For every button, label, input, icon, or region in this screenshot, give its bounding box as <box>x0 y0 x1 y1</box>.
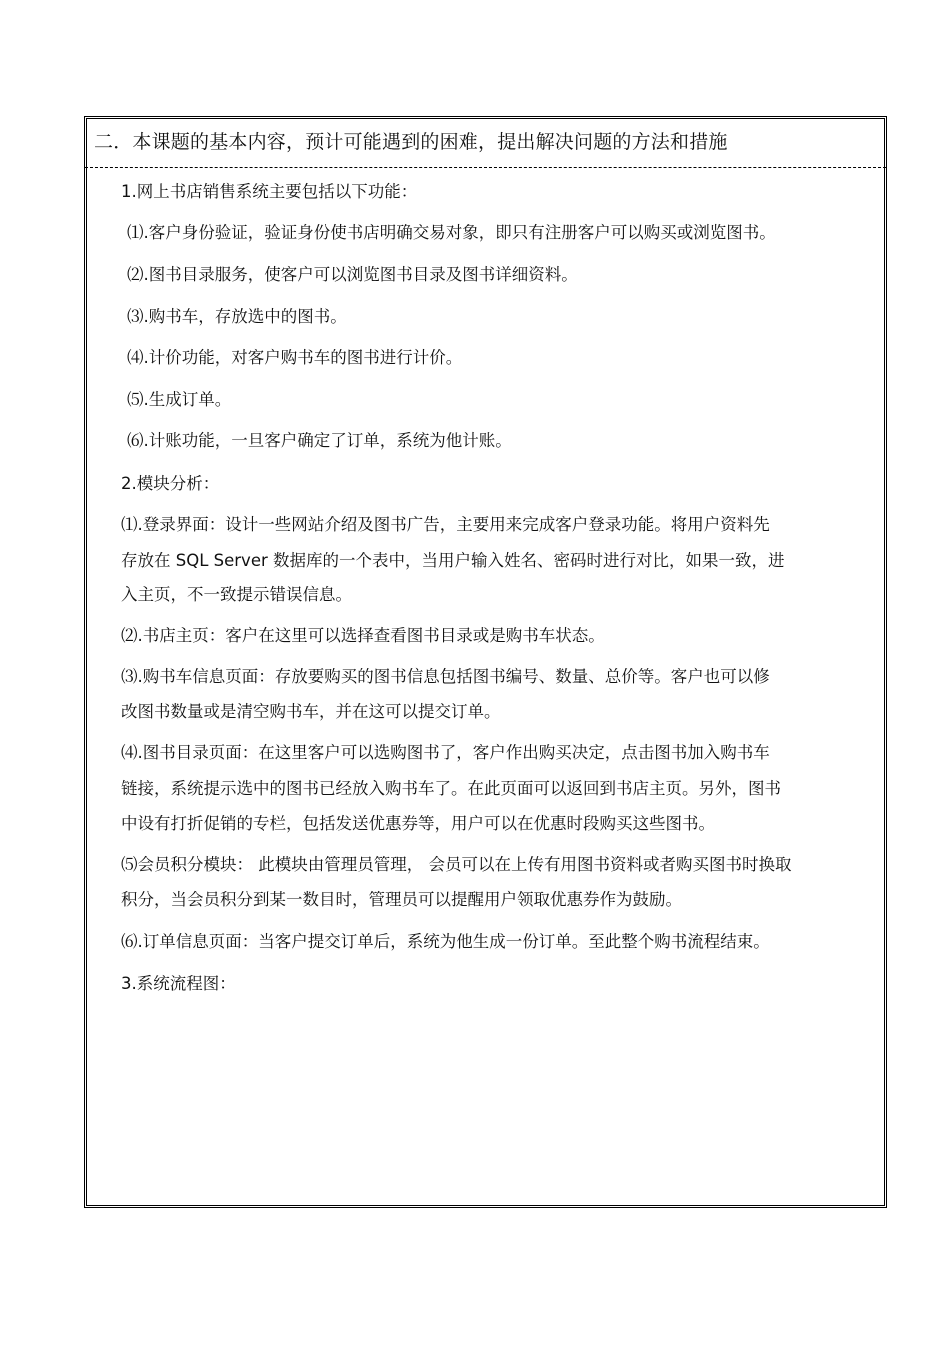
paragraph-line: ⑸会员积分模块： 此模块由管理员管理， 会员可以在上传有用图书资料或者购买图书时换取 <box>121 855 792 874</box>
paragraph-line: 中设有打折促销的专栏，包括发送优惠券等，用户可以在优惠时段购买这些图书。 <box>121 814 715 833</box>
list-item: ⑵.图书目录服务，使客户可以浏览图书目录及图书详细资料。 <box>127 265 578 284</box>
item-2-heading: 2.模块分析： <box>121 474 220 493</box>
paragraph-line: 积分，当会员积分到某一数目时，管理员可以提醒用户领取优惠券作为鼓励。 <box>121 890 682 909</box>
list-item: ⑸.生成订单。 <box>127 390 232 409</box>
paragraph-line: 入主页，不一致提示错误信息。 <box>121 585 352 604</box>
content-table <box>84 116 887 1208</box>
list-item: ⑶.购书车，存放选中的图书。 <box>127 307 347 326</box>
list-item: ⑷.计价功能，对客户购书车的图书进行计价。 <box>127 348 463 367</box>
paragraph-line: ⑵.书店主页：客户在这里可以选择查看图书目录或是购书车状态。 <box>121 626 605 645</box>
list-item: ⑴.客户身份验证，验证身份使书店明确交易对象，即只有注册客户可以购买或浏览图书。 <box>127 223 776 242</box>
paragraph-line: ⑶.购书车信息页面：存放要购买的图书信息包括图书编号、数量、总价等。客户也可以修 <box>121 667 770 686</box>
item-3-heading: 3.系统流程图： <box>121 974 236 993</box>
paragraph-line: ⑷.图书目录页面：在这里客户可以选购图书了，客户作出购买决定，点击图书加入购书车 <box>121 743 770 762</box>
list-item: ⑹.计账功能，一旦客户确定了订单，系统为他计账。 <box>127 431 512 450</box>
item-1-heading: 1.网上书店销售系统主要包括以下功能： <box>121 182 418 201</box>
section-heading: 二．本课题的基本内容，预计可能遇到的困难，提出解决问题的方法和措施 <box>85 117 886 168</box>
paragraph-line: 改图书数量或是清空购书车，并在这可以提交订单。 <box>121 702 501 721</box>
paragraph-line: ⑹.订单信息页面：当客户提交订单后，系统为他生成一份订单。至此整个购书流程结束。 <box>121 932 770 951</box>
paragraph-line: 存放在 SQL Server 数据库的一个表中，当用户输入姓名、密码时进行对比，如果一致，进 <box>121 551 785 570</box>
paragraph-line: 链接，系统提示选中的图书已经放入购书车了。在此页面可以返回到书店主页。另外，图书 <box>121 779 781 798</box>
paragraph-line: ⑴.登录界面：设计一些网站介绍及图书广告，主要用来完成客户登录功能。将用户资料先 <box>121 515 770 534</box>
